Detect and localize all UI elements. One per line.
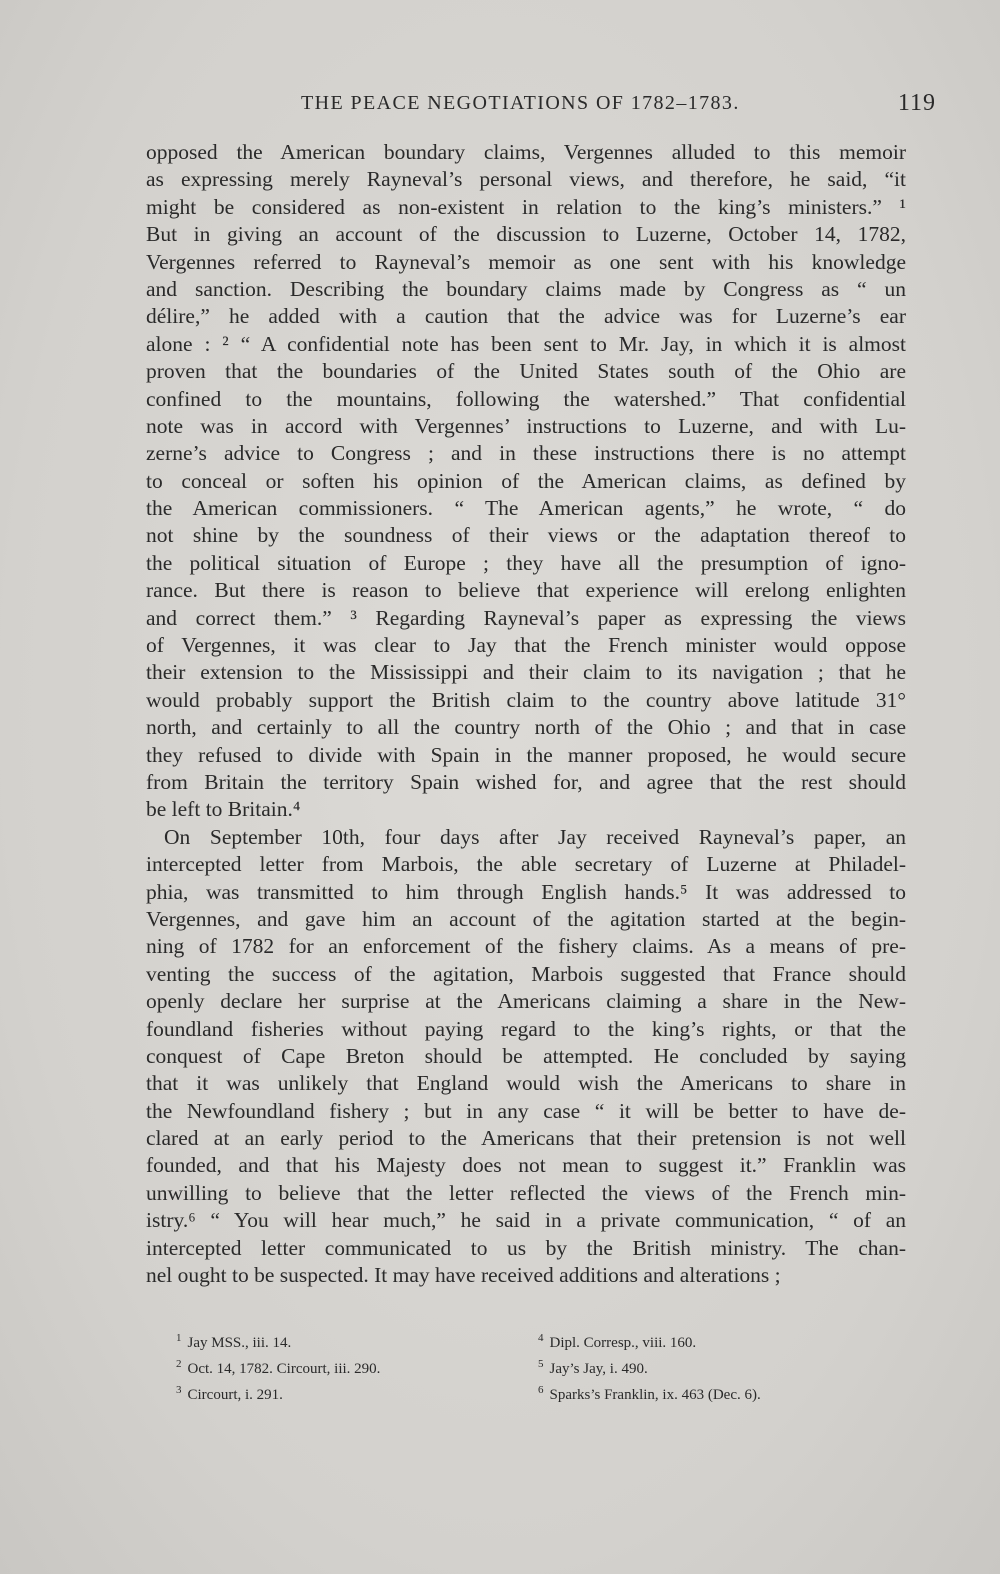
text-line: would probably support the British claim to the country above latitude 31° — [146, 687, 906, 712]
footnote-text: Sparks’s Franklin, ix. 463 (Dec. 6). — [549, 1387, 761, 1403]
footnote-text: Oct. 14, 1782. Circourt, iii. 290. — [187, 1361, 381, 1377]
text-line: they refused to divide with Spain in the manner proposed, he would secure — [146, 742, 906, 767]
text-line: the American commissioners. “ The American agents,” he wrote, “ do — [146, 496, 906, 521]
text-line: not shine by the soundness of their views or the adaptation thereof to — [146, 523, 906, 548]
text-line: zerne’s advice to Congress ; and in these instructions there is no attempt — [146, 441, 906, 466]
footnote — [538, 1354, 898, 1380]
text-line: Vergennes referred to Rayneval’s memoir as one sent with his knowledge — [146, 249, 906, 274]
text-line: to conceal or soften his opinion of the American claims, as defined by — [146, 468, 906, 493]
footnote — [176, 1328, 536, 1354]
text-line: opposed the American boundary claims, Vergennes alluded to this memoir — [146, 140, 906, 164]
footnote — [538, 1380, 898, 1406]
footnote-mark: 5 — [538, 1358, 544, 1370]
footnote — [176, 1380, 536, 1406]
text-line: intercepted letter from Marbois, the able secretary of Luzerne at Philadel- — [146, 852, 906, 877]
text-line: from Britain the territory Spain wished for, and agree that the rest should — [146, 769, 906, 794]
text-line: istry.⁶ “ You will hear much,” he said in a private communication, “ of an — [146, 1208, 906, 1233]
text-line: be left to Britain.⁴ — [146, 797, 301, 822]
footnote-mark: 6 — [538, 1384, 544, 1396]
text-line: of Vergennes, it was clear to Jay that the French minister would oppose — [146, 633, 906, 658]
text-line: that it was unlikely that England would wish the Americans to share in — [146, 1071, 906, 1096]
text-line: and correct them.” ³ Regarding Rayneval’s paper as expressing the views — [146, 605, 906, 630]
footnote-text: Circourt, i. 291. — [187, 1387, 283, 1403]
footnote-mark: 1 — [176, 1332, 182, 1344]
text-line: foundland fisheries without paying regard to the king’s rights, or that the — [146, 1016, 906, 1041]
text-line: venting the success of the agitation, Marbois suggested that France should — [146, 961, 906, 986]
text-line: openly declare her surprise at the Americans claiming a share in the New- — [146, 989, 906, 1014]
text-line: confined to the mountains, following the watershed.” That confidential — [146, 386, 906, 411]
footnote-mark: 4 — [538, 1332, 544, 1344]
text-line: But in giving an account of the discussion to Luzerne, October 14, 1782, — [146, 222, 906, 247]
text-line: rance. But there is reason to believe that experience will erelong enlighten — [146, 578, 906, 603]
footnotes-left-column — [176, 1328, 536, 1406]
body-text — [146, 139, 906, 1289]
running-title: THE PEACE NEGOTIATIONS OF 1782–1783. — [301, 92, 740, 114]
page-header — [146, 88, 936, 124]
footnote-text: Jay MSS., iii. 14. — [187, 1335, 292, 1351]
footnote — [176, 1354, 536, 1380]
text-line: proven that the boundaries of the United States south of the Ohio are — [146, 359, 906, 384]
text-line: north, and certainly to all the country north of the Ohio ; and that in case — [146, 715, 906, 740]
text-line: délire,” he added with a caution that the advice was for Luzerne’s ear — [146, 304, 906, 329]
text-line: intercepted letter communicated to us by the British ministry. The chan- — [146, 1235, 906, 1260]
text-line: might be considered as non-existent in relation to the king’s ministers.” ¹ — [146, 194, 906, 219]
text-line: nel ought to be suspected. It may have received additions and alterations ; — [146, 1263, 781, 1288]
text-line: Vergennes, and gave him an account of the agitation started at the begin- — [146, 906, 906, 931]
text-line: On September 10th, four days after Jay received Rayneval’s paper, an — [164, 824, 906, 849]
text-line: founded, and that his Majesty does not mean to suggest it.” Franklin was — [146, 1153, 906, 1178]
text-line: alone : ² “ A confidential note has been sent to Mr. Jay, in which it is almost — [146, 331, 906, 356]
footnote-text: Jay’s Jay, i. 490. — [549, 1361, 648, 1377]
footnotes-right-column — [538, 1328, 898, 1406]
footnote-mark: 3 — [176, 1384, 182, 1396]
footnote-text: Dipl. Corresp., viii. 160. — [549, 1335, 697, 1351]
text-line: conquest of Cape Breton should be attempted. He concluded by saying — [146, 1043, 906, 1068]
text-line: their extension to the Mississippi and their claim to its navigation ; that he — [146, 660, 906, 685]
text-line: the political situation of Europe ; they have all the presumption of igno- — [146, 550, 906, 575]
text-line: unwilling to believe that the letter reflected the views of the French min- — [146, 1180, 906, 1205]
page-number: 119 — [897, 90, 936, 116]
footnote-mark: 2 — [176, 1358, 182, 1370]
text-line: phia, was transmitted to him through English hands.⁵ It was addressed to — [146, 879, 906, 904]
footnote — [538, 1328, 898, 1354]
text-line: ning of 1782 for an enforcement of the fishery claims. As a means of pre- — [146, 934, 906, 959]
text-line: the Newfoundland fishery ; but in any case “ it will be better to have de- — [146, 1098, 906, 1123]
text-line: as expressing merely Rayneval’s personal views, and therefore, he said, “it — [146, 167, 906, 192]
text-line: clared at an early period to the Americans that their pretension is not well — [146, 1126, 906, 1151]
text-line: and sanction. Describing the boundary claims made by Congress as “ un — [146, 276, 906, 301]
text-line: note was in accord with Vergennes’ instructions to Luzerne, and with Lu- — [146, 413, 906, 438]
